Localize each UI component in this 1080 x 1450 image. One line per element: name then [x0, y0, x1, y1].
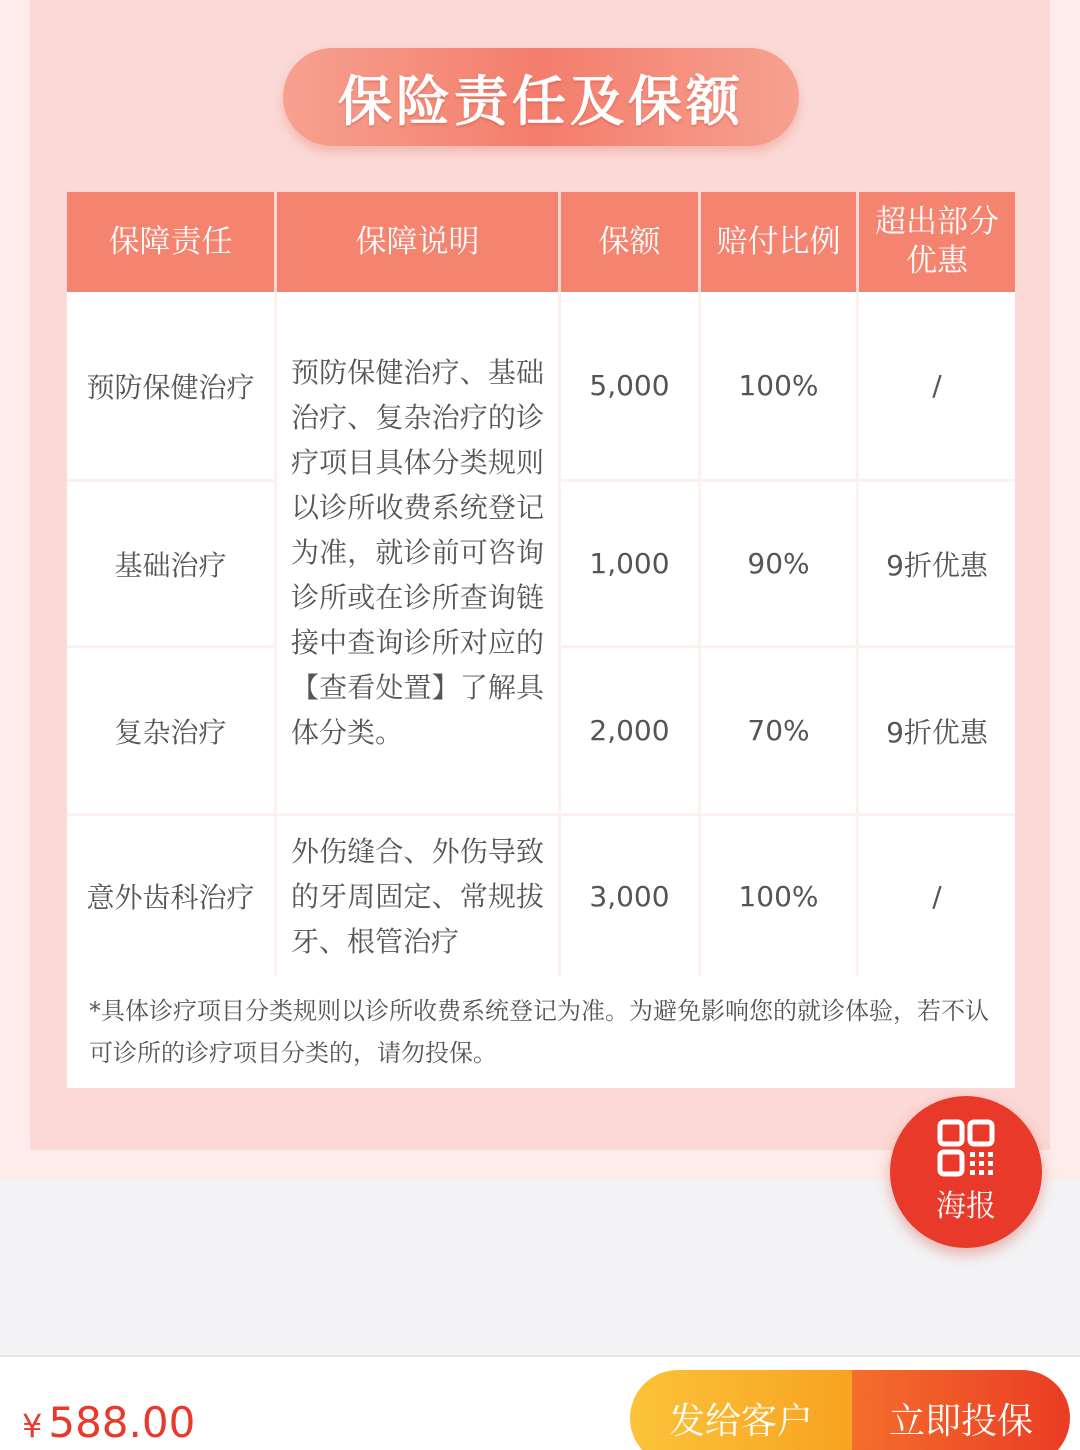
row-3-amount: 2,000 [561, 648, 701, 816]
shared-description-cell [277, 292, 561, 816]
header-description: 保障说明 [277, 192, 561, 292]
row-1-name: 预防保健治疗 [67, 292, 277, 482]
table-header [67, 192, 1015, 292]
qr-code-icon [937, 1119, 995, 1177]
table-body [67, 292, 1015, 976]
section-title: 保险责任及保额 [338, 69, 744, 133]
header-coverage: 保障责任 [67, 192, 277, 292]
row-2-name: 基础治疗 [67, 482, 277, 648]
currency-symbol: ¥ [22, 1407, 43, 1445]
price [22, 1398, 195, 1447]
row-2-discount: 9折优惠 [859, 482, 1015, 648]
row-4-name: 意外齿科治疗 [67, 816, 277, 976]
row-3-ratio: 70% [701, 648, 859, 816]
coverage-table [67, 192, 1015, 976]
row-2-ratio: 90% [701, 482, 859, 648]
poster-button[interactable] [890, 1096, 1042, 1248]
row-4-amount: 3,000 [561, 816, 701, 976]
section-title-pill [283, 48, 799, 146]
row-3-name: 复杂治疗 [67, 648, 277, 816]
header-amount: 保额 [561, 192, 701, 292]
header-discount: 超出部分 优惠 [875, 204, 999, 279]
row-4-ratio: 100% [701, 816, 859, 976]
row-3-discount: 9折优惠 [859, 648, 1015, 816]
header-ratio: 赔付比例 [701, 192, 859, 292]
row-2-amount: 1,000 [561, 482, 701, 648]
poster-label: 海报 [936, 1189, 996, 1224]
row-1-amount: 5,000 [561, 292, 701, 482]
price-value: 588.00 [48, 1398, 196, 1447]
accident-description-cell [277, 816, 561, 976]
shared-description: 预防保健治疗、基础治疗、复杂治疗的诊疗项目具体分类规则以诊所收费系统登记为准，就诊前可咨询诊所或在诊所查询链接中查询诊所对应的【查看处置】了解具体分类。 [291, 356, 544, 749]
buy-now-button[interactable]: 立即投保 [852, 1370, 1070, 1450]
row-4-discount: / [932, 879, 942, 913]
accident-description: 外伤缝合、外伤导致的牙周固定、常规拔牙、根管治疗 [291, 834, 544, 958]
disclaimer-note: *具体诊疗项目分类规则以诊所收费系统登记为准。为避免影响您的就诊体验，若不认可诊所的诊疗项目分类的，请勿投保。 [67, 976, 1015, 1088]
send-to-customer-button[interactable]: 发给客户 [630, 1370, 852, 1450]
row-1-discount: / [859, 292, 1015, 482]
row-1-ratio: 100% [701, 292, 859, 482]
